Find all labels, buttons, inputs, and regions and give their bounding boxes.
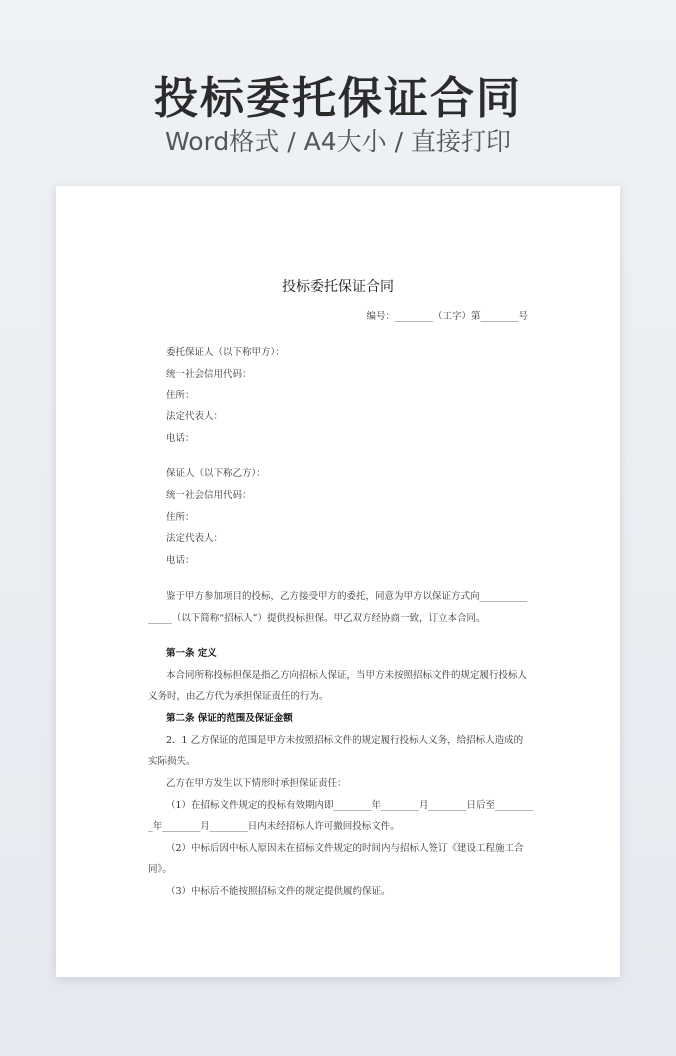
- article-2-line: （2）中标后因中标人原因未在招标文件规定的时间内与招标人签订《建设工程施工合: [166, 843, 524, 854]
- banner-title: 投标委托保证合同: [154, 73, 522, 124]
- article-2-line: 乙方在甲方发生以下情形时承担保证责任：: [166, 778, 347, 789]
- party-a-line: 电话：: [166, 433, 195, 444]
- article-1-line: 义务时，由乙方代为承担保证责任的行为。: [148, 691, 329, 702]
- article-2-heading: 第二条 保证的范围及保证金额: [166, 713, 293, 724]
- article-1-line: 本合同所称投标担保是指乙方向招标人保证，当甲方未按照招标文件的规定履行投标人: [166, 670, 528, 681]
- party-b-line: 法定代表人：: [166, 533, 224, 544]
- article-2-line: （3）中标后不能按照招标文件的规定提供履约保证。: [166, 886, 391, 897]
- party-a-line: 法定代表人：: [166, 411, 224, 422]
- article-2-line: 2．1 乙方保证的范围是甲方未按照招标文件的规定履行投标人义务，给招标人造成的: [166, 735, 524, 746]
- article-1-heading: 第一条 定义: [166, 648, 217, 659]
- contract-number: 编号：________（工字）第________号: [366, 311, 528, 322]
- party-b-line: 电话：: [166, 555, 195, 566]
- party-b-line: 统一社会信用代码：: [166, 490, 252, 501]
- document-body: [56, 186, 620, 977]
- party-a-line: 住所：: [166, 390, 195, 401]
- party-a-line: 委托保证人（以下称甲方）：: [166, 347, 285, 358]
- article-2-line: 实际损失。: [148, 756, 196, 767]
- intro-line: 鉴于甲方参加项目的投标，乙方接受甲方的委托，同意为甲方以保证方式向__________: [166, 591, 528, 602]
- party-b-line: 住所：: [166, 512, 195, 523]
- party-a-line: 统一社会信用代码：: [166, 369, 252, 380]
- document-title: 投标委托保证合同: [282, 279, 394, 295]
- intro-line: _____（以下简称“招标人”）提供投标担保。甲乙双方经协商一致，订立本合同。: [148, 613, 486, 624]
- article-2-line: （1）在招标文件规定的投标有效期内即________年________月________日后至________: [166, 800, 534, 811]
- article-2-line: _年________月________日内未经招标人许可撤回投标文件。: [148, 821, 400, 832]
- article-2-line: 同》。: [148, 864, 172, 875]
- banner-subtitle: Word格式 / A4大小 / 直接打印: [165, 127, 511, 156]
- document-page: [56, 186, 620, 977]
- party-b-line: 保证人（以下称乙方）：: [166, 468, 266, 479]
